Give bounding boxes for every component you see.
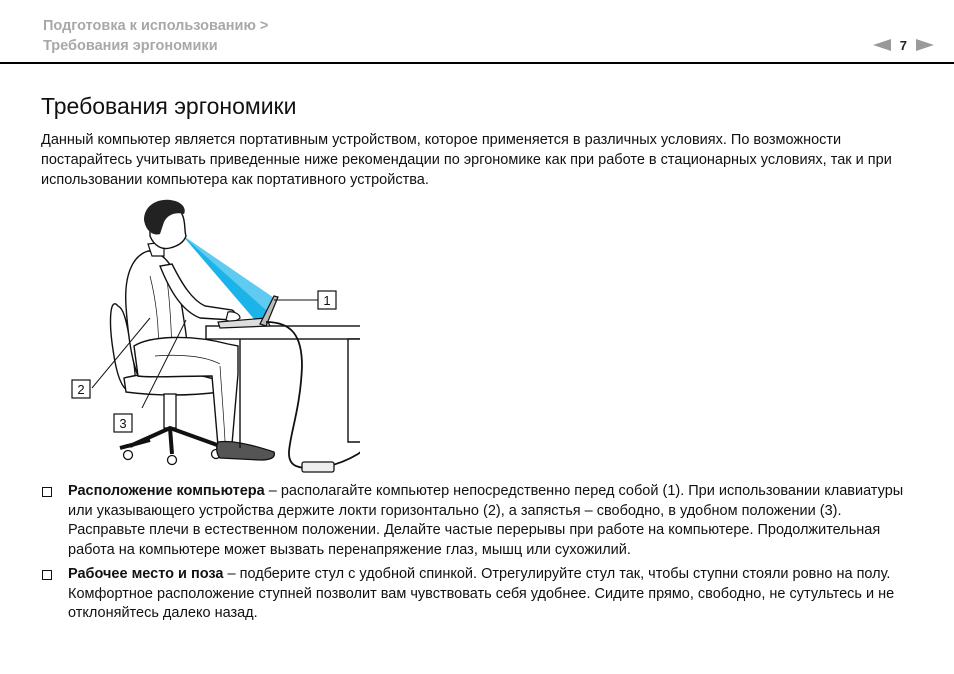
list-item	[41, 482, 921, 560]
previous-page-arrow-icon[interactable]	[873, 39, 891, 51]
chair-base	[120, 428, 220, 454]
power-adapter	[302, 462, 334, 472]
callout-2-label: 2	[77, 382, 85, 397]
list-item	[41, 565, 921, 624]
page-title: Требования эргономики	[41, 93, 297, 119]
breadcrumb-current: Требования эргономики	[43, 38, 218, 54]
page-navigation	[873, 35, 934, 55]
next-page-arrow-icon[interactable]	[916, 39, 934, 51]
list-item-term: Рабочее место и поза	[68, 566, 224, 582]
list-item-text: – подберите стул с удобной спинкой. Отрегулируйте стул так, чтобы ступни стояли ровно на полу. Комфортное расположение ступней позволит вам чувствовать себя удобнее. Сидите прямо, свободно, не сутультесь и не отклоняйтесь далеко назад.	[68, 566, 895, 621]
checkbox-bullet-icon	[42, 570, 52, 580]
breadcrumb	[43, 16, 268, 56]
breadcrumb-parent-link[interactable]: Подготовка к использованию >	[43, 18, 269, 34]
callout-3-label: 3	[119, 416, 127, 431]
power-cable	[266, 322, 360, 468]
callout-1-label: 1	[323, 293, 331, 308]
list-item-term: Расположение компьютера	[68, 483, 265, 499]
chair-post	[164, 394, 176, 428]
list-item-text: – располагайте компьютер непосредственно перед собой (1). При использовании клавиатуры или указывающего устройства держите локти горизонтально (2), а запястья – свободно, в удобном положении (3). Расправьте плечи в естественном положении. Делайте частые перерывы при работе на компьютере. Продолжительная работа на компьютере может вызвать перенапряжение глаз, мышц или сухожилий.	[68, 483, 904, 558]
header-divider	[0, 62, 954, 64]
desk-side	[348, 339, 360, 442]
ergonomics-illustration	[60, 196, 360, 476]
page-number: 7	[899, 37, 907, 53]
checkbox-bullet-icon	[42, 487, 52, 497]
recommendations-list	[41, 482, 921, 629]
intro-paragraph: Данный компьютер является портативным устройством, которое применяется в различных условиях. По возможности постарайтесь учитывать приведенные ниже рекомендации по эргономике как при работе в стационарных условиях, так и при использовании компьютера как портативного устройства.	[41, 132, 892, 188]
person-shoe	[217, 441, 275, 460]
